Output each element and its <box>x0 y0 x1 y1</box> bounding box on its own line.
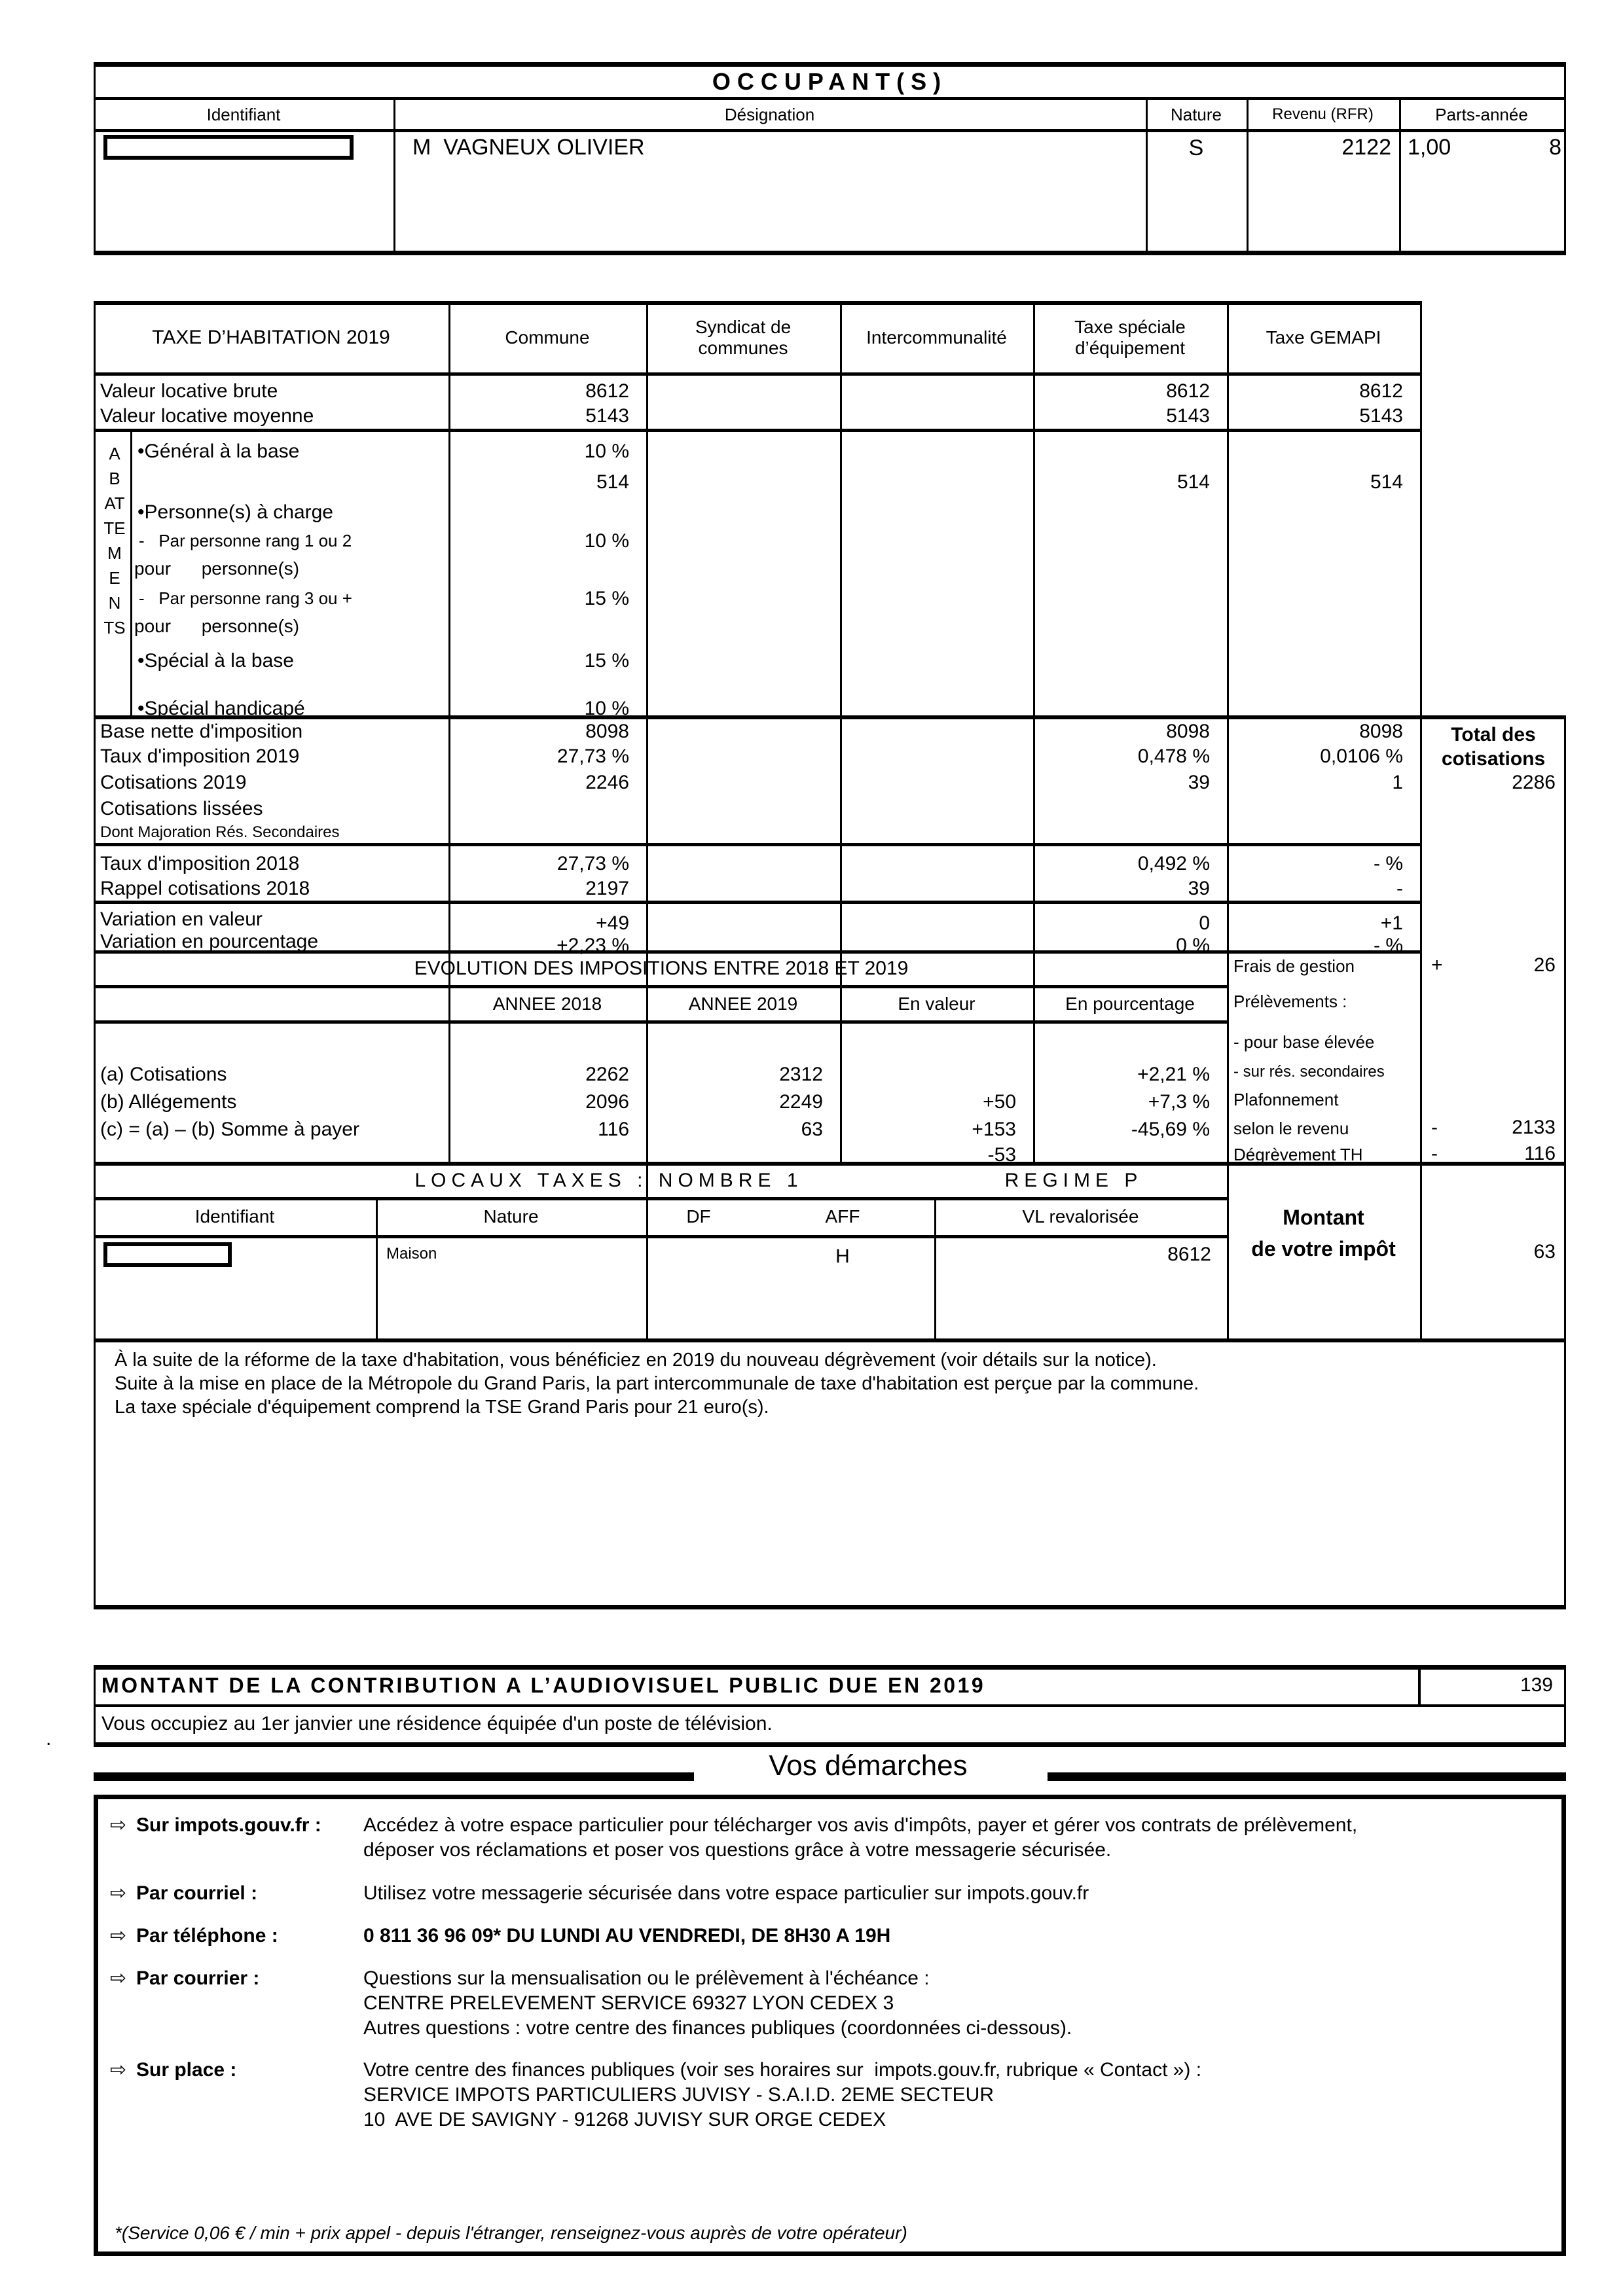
audio-subtitle: Vous occupiez au 1er janvier une résidence équipée d'un poste de télévision. <box>101 1713 773 1734</box>
main-box-bottom-border <box>94 1605 1566 1609</box>
side-frais-value: 26 <box>1533 954 1556 976</box>
row-label-taux-2018: Taux d'imposition 2018 <box>100 853 300 874</box>
valeur-moyenne-tse: 5143 <box>1166 405 1210 427</box>
locaux-identifiant-redacted-box <box>103 1242 232 1267</box>
locaux-header-aff: AFF <box>825 1206 860 1227</box>
evolution-a-2019: 2312 <box>779 1064 823 1085</box>
abatt-special-base-pct: 15 % <box>584 650 629 672</box>
variation-pct-tse: 0 % <box>1176 935 1210 956</box>
total-cotisations-value: 2286 <box>1512 772 1556 793</box>
evolution-header-2018: ANNEE 2018 <box>492 993 602 1014</box>
demarches-item-2-line-1: 0 811 36 96 09* DU LUNDI AU VENDREDI, DE 8H30 A 19H <box>363 1925 891 1946</box>
rappel-2018-tse: 39 <box>1188 878 1210 899</box>
evolution-row-b-label: (b) Allégements <box>100 1091 237 1113</box>
side-frais-label: Frais de gestion <box>1233 956 1355 976</box>
audio-left-border <box>94 1665 96 1747</box>
col-divider-inter-tse <box>1033 301 1035 1162</box>
abatt-rang3-label: - Par personne rang 3 ou + <box>139 588 352 608</box>
montant-impot-value: 63 <box>1533 1241 1556 1263</box>
audio-mid-border <box>94 1704 1566 1707</box>
demarches-item-4-label: Sur place : <box>136 2059 237 2081</box>
variation-valeur-commune: +49 <box>596 912 629 934</box>
abatt-general-val-gemapi: 514 <box>1370 471 1403 493</box>
side-frais-sign: + <box>1431 954 1443 976</box>
montant-impot-label-line1: Montant <box>1283 1205 1364 1229</box>
taux-2019-tse: 0,478 % <box>1137 745 1210 767</box>
abatt-special-base-label: •Spécial à la base <box>137 650 294 672</box>
header-intercommunalite: Intercommunalité <box>866 327 1007 348</box>
header-taxe-gemapi: Taxe GEMAPI <box>1266 327 1381 348</box>
occupant-parts-right-value: 8 <box>1549 135 1561 160</box>
side-selon-value: 2133 <box>1512 1117 1556 1138</box>
cotisations-2019-gemapi: 1 <box>1392 772 1403 793</box>
demarches-box-bottom <box>94 2251 1566 2256</box>
evolution-b-2019: 2249 <box>779 1091 823 1113</box>
side-selon-revenu-label: selon le revenu <box>1233 1119 1349 1138</box>
header-taxe-speciale: Taxe spéciale d’équipement <box>1074 317 1186 358</box>
abatt-general-pct: 10 % <box>584 440 629 462</box>
locaux-header-underline <box>94 1235 1229 1238</box>
audio-value: 139 <box>1520 1674 1553 1696</box>
locaux-title: LOCAUX TAXES : NOMBRE 1 <box>414 1170 803 1191</box>
occupant-right-border <box>1564 62 1566 255</box>
rappel-block-underline <box>94 901 1422 904</box>
row-label-rappel-2018: Rappel cotisations 2018 <box>100 878 310 899</box>
note-line-2: Suite à la mise en place de la Métropole du Grand Paris, la part intercommunale de taxe d'habitation est perçue par la commune. <box>115 1373 1199 1394</box>
cotisations-2019-tse: 39 <box>1188 772 1210 793</box>
evolution-c-valeur: +153 <box>972 1119 1016 1140</box>
abattements-bottom-border <box>94 715 1566 719</box>
rappel-2018-commune: 2197 <box>585 878 629 899</box>
main-right-border <box>1564 715 1566 1609</box>
abatt-rang12-label: - Par personne rang 1 ou 2 <box>139 531 352 550</box>
side-degrevement-value: 116 <box>1524 1143 1556 1164</box>
evolution-b-2018: 2096 <box>585 1091 629 1113</box>
demarches-box-top <box>94 1795 1566 1799</box>
main-header-underline <box>94 372 1422 376</box>
variation-valeur-tse: 0 <box>1199 912 1210 934</box>
occupant-revenu-value: 2122 <box>1341 135 1391 160</box>
valeur-brute-tse: 8612 <box>1166 380 1210 402</box>
occupant-parts-value: 1,00 <box>1408 135 1451 160</box>
abatt-general-label: •Général à la base <box>137 440 300 462</box>
col-divider-label-commune <box>448 301 450 1162</box>
col-divider-gemapi-total <box>1420 301 1422 1338</box>
side-degrevement-sign: - <box>1431 1143 1438 1164</box>
side-plafonnement-label: Plafonnement <box>1233 1090 1339 1109</box>
evolution-header-valeur: En valeur <box>898 993 976 1014</box>
demarches-title-bar-left <box>94 1772 694 1781</box>
demarches-item-4-line-1: Votre centre des finances publiques (voir ses horaires sur impots.gouv.fr, rubrique « Contact ») : <box>363 2059 1202 2081</box>
rappel-2018-gemapi: - <box>1396 878 1403 899</box>
side-selon-sign: - <box>1431 1117 1438 1138</box>
abatt-rang3-pct: 15 % <box>584 588 629 609</box>
evolution-a-2018: 2262 <box>585 1064 629 1085</box>
locaux-regime: REGIME P <box>1004 1170 1143 1191</box>
occupant-divider-2 <box>1146 99 1148 255</box>
abatt-pour2-label: pour personne(s) <box>134 616 300 636</box>
row-label-cotisations-2019: Cotisations 2019 <box>100 772 247 793</box>
locaux-bottom-border <box>94 1338 1566 1342</box>
row-label-valeur-brute: Valeur locative brute <box>100 380 278 402</box>
occupant-col-parts: Parts-année <box>1435 104 1528 124</box>
evolution-header-2019: ANNEE 2019 <box>688 993 798 1014</box>
arrow-icon: ⇨ <box>110 1814 127 1836</box>
evolution-c-2018: 116 <box>598 1119 629 1140</box>
evolution-c-2019: 63 <box>801 1119 823 1140</box>
locaux-header-vl: VL revalorisée <box>1022 1206 1139 1227</box>
locaux-header-nature: Nature <box>483 1206 539 1227</box>
demarches-item-0-line-1: Accédez à votre espace particulier pour télécharger vos avis d'impôts, payer et gérer vos contrats de prélèvement, <box>363 1814 1358 1836</box>
occupant-divider-3 <box>1247 99 1249 255</box>
occupant-divider-4 <box>1399 99 1401 255</box>
row-label-valeur-moyenne: Valeur locative moyenne <box>100 405 314 427</box>
taux-2018-gemapi: - % <box>1374 853 1403 874</box>
occupant-col-identifiant: Identifiant <box>206 104 281 124</box>
side-base-elevee-label: - pour base élevée <box>1233 1032 1375 1052</box>
evolution-row-c-label: (c) = (a) – (b) Somme à payer <box>100 1119 359 1140</box>
arrow-icon: ⇨ <box>110 1882 127 1904</box>
abatt-special-hand-pct: 10 % <box>584 698 629 719</box>
row-label-variation-valeur: Variation en valeur <box>100 908 263 930</box>
evolution-b-valeur: +50 <box>983 1091 1016 1113</box>
row-label-taux-2019: Taux d'imposition 2019 <box>100 745 300 767</box>
demarches-title-bar-right <box>1048 1772 1566 1781</box>
demarches-title: Vos démarches <box>769 1749 968 1782</box>
col-divider-syndicat-inter <box>840 301 842 1162</box>
occupant-designation-value: M VAGNEUX OLIVIER <box>412 135 645 160</box>
audio-right-border <box>1564 1665 1566 1747</box>
side-res-secondaires-label: - sur rés. secondaires <box>1233 1063 1385 1081</box>
row-label-dont-majoration: Dont Majoration Rés. Secondaires <box>100 823 340 841</box>
occupant-nature-value: S <box>1188 135 1204 160</box>
occupant-col-designation: Désignation <box>724 104 815 124</box>
row-label-cotisations-lissees: Cotisations lissées <box>100 798 263 819</box>
abattements-vertical-divider <box>130 432 132 715</box>
abatt-rang12-pct: 10 % <box>584 530 629 552</box>
abatt-general-val-commune: 514 <box>596 471 629 493</box>
locaux-header-identifiant: Identifiant <box>194 1206 275 1227</box>
abattements-vertical-label: ABATTEMENTS <box>103 444 126 637</box>
arrow-icon: ⇨ <box>110 1967 127 1989</box>
total-cotisations-label: Total des cotisations <box>1441 723 1546 770</box>
note-line-3: La taxe spéciale d'équipement comprend la TSE Grand Paris pour 21 euro(s). <box>115 1397 769 1418</box>
evolution-extra-valeur: -53 <box>987 1144 1016 1166</box>
demarches-item-4-line-2: SERVICE IMPOTS PARTICULIERS JUVISY - S.A.I.D. 2EME SECTEUR <box>363 2084 994 2106</box>
evolution-row-a-label: (a) Cotisations <box>100 1064 227 1085</box>
abatt-pour1-label: pour personne(s) <box>134 558 300 579</box>
row-label-variation-pct: Variation en pourcentage <box>100 931 319 952</box>
taux-2019-commune: 27,73 % <box>556 745 629 767</box>
demarches-item-3-line-1: Questions sur la mensualisation ou le prélèvement à l'échéance : <box>363 1967 930 1989</box>
cotisations-block-underline <box>94 843 1422 846</box>
occupant-table-top-border <box>94 62 1566 67</box>
side-degrevement-label: Dégrèvement TH <box>1233 1145 1363 1164</box>
occupant-table-bottom-border <box>94 251 1566 255</box>
demarches-item-3-line-3: Autres questions : votre centre des finances publiques (coordonnées ci-dessous). <box>363 2017 1072 2039</box>
arrow-icon: ⇨ <box>110 2059 127 2081</box>
evolution-header-underline <box>94 1020 1229 1024</box>
valeur-moyenne-commune: 5143 <box>585 405 629 427</box>
locaux-vl-value: 8612 <box>1167 1244 1211 1265</box>
evolution-a-pct: +2,21 % <box>1137 1064 1210 1085</box>
evolution-b-pct: +7,3 % <box>1148 1091 1210 1113</box>
demarches-footnote: *(Service 0,06 € / min + prix appel - depuis l'étranger, renseignez-vous auprès de votre opérateur) <box>115 2223 907 2243</box>
locaux-header-df: DF <box>686 1206 711 1227</box>
arrow-icon: ⇨ <box>110 1925 127 1946</box>
base-nette-tse: 8098 <box>1166 721 1210 742</box>
valeur-brute-commune: 8612 <box>585 380 629 402</box>
main-table-title: TAXE D’HABITATION 2019 <box>152 327 390 348</box>
demarches-item-3-line-2: CENTRE PRELEVEMENT SERVICE 69327 LYON CEDEX 3 <box>363 1992 894 2014</box>
abatt-general-val-tse: 514 <box>1176 471 1210 493</box>
note-line-1: À la suite de la réforme de la taxe d'habitation, vous bénéficiez en 2019 du nouveau dégrèvement (voir détails sur la notice). <box>115 1350 1157 1371</box>
header-commune: Commune <box>505 327 590 348</box>
demarches-item-3-label: Par courrier : <box>136 1967 260 1989</box>
audio-value-divider <box>1418 1665 1421 1707</box>
variation-valeur-gemapi: +1 <box>1380 912 1403 934</box>
audio-bottom-border <box>94 1742 1566 1747</box>
variation-pct-gemapi: - % <box>1374 935 1403 956</box>
occupant-header-underline <box>94 129 1566 132</box>
demarches-item-4-line-3: 10 AVE DE SAVIGNY - 91268 JUVISY SUR ORGE CEDEX <box>363 2109 886 2130</box>
taux-2018-tse: 0,492 % <box>1137 853 1210 874</box>
evolution-c-pct: -45,69 % <box>1131 1119 1210 1140</box>
cotisations-2019-commune: 2246 <box>585 772 629 793</box>
demarches-item-0-label: Sur impots.gouv.fr : <box>136 1814 321 1836</box>
occupant-left-border <box>94 62 96 255</box>
valeur-moyenne-gemapi: 5143 <box>1359 405 1403 427</box>
demarches-item-1-label: Par courriel : <box>136 1882 258 1904</box>
base-nette-commune: 8098 <box>585 721 629 742</box>
locaux-aff-value: H <box>835 1246 850 1267</box>
locaux-nature-value: Maison <box>386 1245 437 1263</box>
occupant-divider-1 <box>393 99 395 255</box>
demarches-item-1-line-1: Utilisez votre messagerie sécurisée dans votre espace particulier sur impots.gouv.fr <box>363 1882 1089 1904</box>
occupant-col-revenu: Revenu (RFR) <box>1272 105 1374 123</box>
header-syndicat: Syndicat de communes <box>695 317 792 358</box>
taux-2019-gemapi: 0,0106 % <box>1320 745 1403 767</box>
demarches-item-0-line-2: déposer vos réclamations et poser vos questions grâce à votre messagerie sécurisée. <box>363 1839 1112 1861</box>
demarches-item-2-label: Par téléphone : <box>136 1925 278 1946</box>
col-divider-tse-gemapi <box>1227 301 1229 1338</box>
audio-title: MONTANT DE LA CONTRIBUTION A L’AUDIOVISUEL PUBLIC DUE EN 2019 <box>101 1674 986 1697</box>
abatt-personnes-label: •Personne(s) à charge <box>137 501 333 523</box>
base-nette-gemapi: 8098 <box>1359 721 1403 742</box>
demarches-box-left <box>94 1795 98 2256</box>
abatt-special-hand-label: •Spécial handicapé <box>137 698 305 719</box>
occupant-table-title: OCCUPANT(S) <box>712 68 948 95</box>
taux-2018-commune: 27,73 % <box>556 853 629 874</box>
valeur-brute-gemapi: 8612 <box>1359 380 1403 402</box>
occupant-identifiant-redacted-box <box>103 135 354 160</box>
audio-top-border <box>94 1665 1566 1670</box>
montant-impot-label-line2: de votre impôt <box>1251 1236 1396 1261</box>
valeur-rows-underline <box>94 429 1422 432</box>
row-label-base-nette: Base nette d'imposition <box>100 721 303 742</box>
side-prelevements-label: Prélèvements : <box>1233 992 1347 1011</box>
demarches-box-right <box>1561 1795 1566 2256</box>
stray-dot: . <box>46 1728 52 1749</box>
occupant-col-nature: Nature <box>1170 104 1222 124</box>
evolution-header-pct: En pourcentage <box>1065 993 1195 1014</box>
evolution-title: EVOLUTION DES IMPOSITIONS ENTRE 2018 ET 2019 <box>414 958 909 979</box>
variation-pct-commune: +2,23 % <box>556 935 629 956</box>
